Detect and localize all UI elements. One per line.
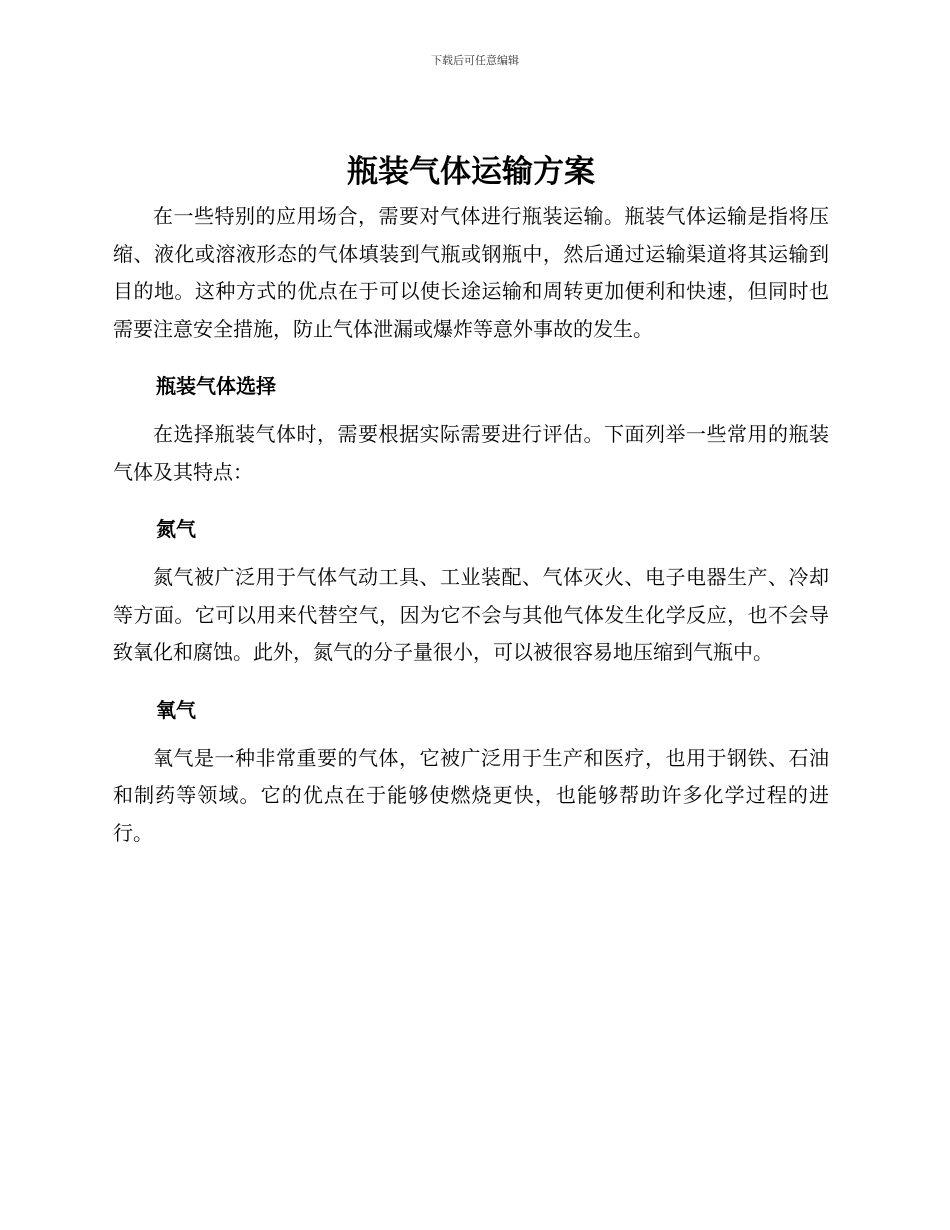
section-heading-oxygen: 氧气 bbox=[156, 697, 196, 722]
header-note: 下载后可任意编辑 bbox=[431, 54, 519, 67]
section-paragraph-nitrogen: 氮气被广泛用于气体气动工具、工业装配、气体灭火、电子电器生产、冷却等方面。它可以用来代替空气，因为它不会与其他气体发生化学反应，也不会导致氧化和腐蚀。此外，氮气的分子量很小，可以被很容易地压缩到气瓶中。 bbox=[113, 565, 829, 664]
document-body bbox=[113, 150, 829, 852]
section-heading-nitrogen: 氮气 bbox=[156, 517, 196, 541]
section-paragraph-gas-selection: 在选择瓶装气体时，需要根据实际需要进行评估。下面列举一些常用的瓶装气体及其特点： bbox=[113, 422, 829, 484]
intro-paragraph: 在一些特别的应用场合，需要对气体进行瓶装运输。瓶装气体运输是指将压缩、液化或溶液形态的气体填装到气瓶或钢瓶中，然后通过运输渠道将其运输到目的地。这种方式的优点在于可以使长途运输和周转更加便利和快速，但同时也需要注意安全措施，防止气体泄漏或爆炸等意外事故的发生。 bbox=[113, 204, 829, 341]
section-paragraph-oxygen: 氧气是一种非常重要的气体，它被广泛用于生产和医疗，也用于钢铁、石油和制药等领域。它的优点在于能够使燃烧更快，也能够帮助许多化学过程的进行。 bbox=[113, 745, 829, 845]
document-title: 瓶装气体运输方案 bbox=[347, 154, 595, 190]
section-heading-gas-selection: 瓶装气体选择 bbox=[156, 374, 276, 398]
